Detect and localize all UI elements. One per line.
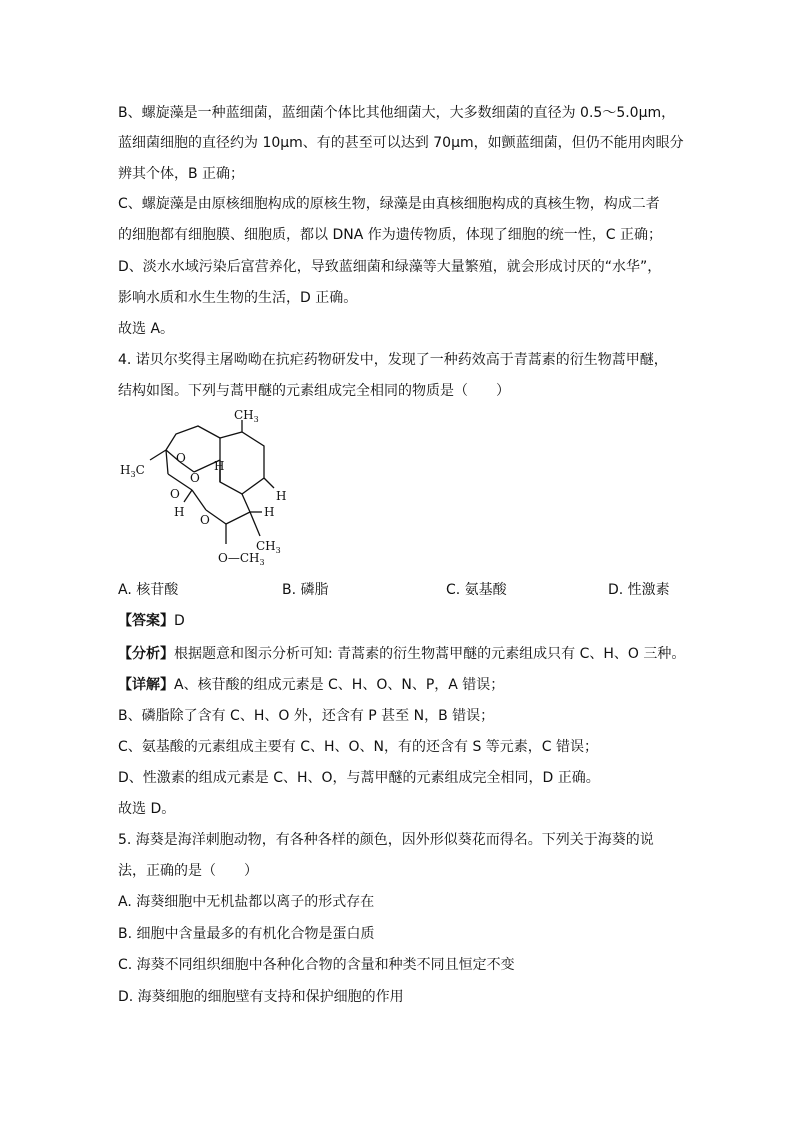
q3-explain-c-line2: 的细胞都有细胞膜、细胞质，都以 DNA 作为遗传物质，体现了细胞的统一性，C 正确； (118, 227, 662, 243)
ch3-right-label: $CH_3$ (256, 539, 281, 555)
peroxide-oxygen-2: O (190, 471, 200, 485)
q5-option-a[interactable]: A. 海葵细胞中无机盐都以离子的形式存在 (118, 894, 375, 910)
ring-oxygen-1: O (170, 487, 180, 501)
artemether-structure (110, 410, 310, 575)
q4-option-b[interactable]: B. 磷脂 (282, 582, 329, 598)
q3-explain-b-line3: 辨其个体，B 正确； (118, 166, 245, 182)
ring-oxygen-2: O (200, 513, 210, 527)
peroxide-oxygen-1: O (176, 451, 186, 465)
q4-choice: 故选 D。 (118, 801, 176, 817)
q5-option-d[interactable]: D. 海葵细胞的细胞壁有支持和保护细胞的作用 (118, 989, 404, 1005)
q5-option-c[interactable]: C. 海葵不同组织细胞中各种化合物的含量和种类不同且恒定不变 (118, 957, 515, 973)
q3-explain-c-line1: C、螺旋藻是由原核细胞构成的原核生物，绿藻是由真核细胞构成的真核生物，构成二者 (118, 196, 660, 212)
h3c-left-label: $H_3C$ (120, 463, 145, 479)
q4-option-c[interactable]: C. 氨基酸 (446, 582, 507, 598)
answer-value: D (174, 613, 185, 629)
detail-label: 【详解】 (118, 677, 174, 693)
q4-detail-d: D、性激素的组成元素是 C、H、O，与蒿甲醚的元素组成完全相同，D 正确。 (118, 770, 600, 786)
h-label-3: H (174, 505, 185, 519)
answer-label: 【答案】 (118, 613, 174, 629)
q4-option-d[interactable]: D. 性激素 (608, 582, 670, 598)
q4-answer (118, 611, 185, 631)
q4-analysis (118, 644, 685, 664)
q4-stem-line1: 4. 诺贝尔奖得主屠呦呦在抗疟药物研发中，发现了一种药效高于青蒿素的衍生物蒿甲醚， (118, 352, 668, 368)
q4-stem-line2: 结构如图。下列与蒿甲醚的元素组成完全相同的物质是（ ） (118, 383, 510, 399)
q3-choice: 故选 A。 (118, 321, 175, 337)
q3-explain-b-line1: B、螺旋藻是一种蓝细菌，蓝细菌个体比其他细菌大，大多数细菌的直径为 0.5～5.0μm， (118, 105, 676, 121)
q5-stem-line1: 5. 海葵是海洋刺胞动物，有各种各样的颜色，因外形似葵花而得名。下列关于海葵的说 (118, 832, 654, 848)
detail-a-text: A、核苷酸的组成元素是 C、H、O、N、P，A 错误； (174, 677, 505, 693)
q3-explain-d-line1: D、淡水水域污染后富营养化，导致蓝细菌和绿藻等大量繁殖，就会形成讨厌的“水华”， (118, 259, 662, 275)
h-label-4: H (264, 505, 275, 519)
h-label-1: H (214, 459, 225, 473)
q4-detail-c: C、氨基酸的元素组成主要有 C、H、O、N，有的还含有 S 等元素，C 错误； (118, 739, 599, 755)
q5-option-b[interactable]: B. 细胞中含量最多的有机化合物是蛋白质 (118, 926, 375, 942)
ch3-top-label: $CH_3$ (234, 410, 259, 424)
q4-detail-a (118, 675, 504, 695)
q4-option-a[interactable]: A. 核苷酸 (118, 582, 179, 598)
analysis-label: 【分析】 (118, 646, 174, 662)
methoxy-label: $O—CH_3$ (218, 551, 265, 567)
q5-stem-line2: 法，正确的是（ ） (118, 863, 258, 879)
q4-detail-b: B、磷脂除了含有 C、H、O 外，还含有 P 甚至 N，B 错误； (118, 708, 495, 724)
q3-explain-d-line2: 影响水质和水生生物的生活，D 正确。 (118, 290, 358, 306)
q3-explain-b-line2: 蓝细菌细胞的直径约为 10μm、有的甚至可以达到 70μm，如颤蓝细菌，但仍不能用肉眼分 (118, 135, 684, 151)
analysis-text: 根据题意和图示分析可知: 青蒿素的衍生物蒿甲醚的元素组成只有 C、H、O 三种。 (174, 646, 686, 662)
h-label-2: H (276, 489, 287, 503)
